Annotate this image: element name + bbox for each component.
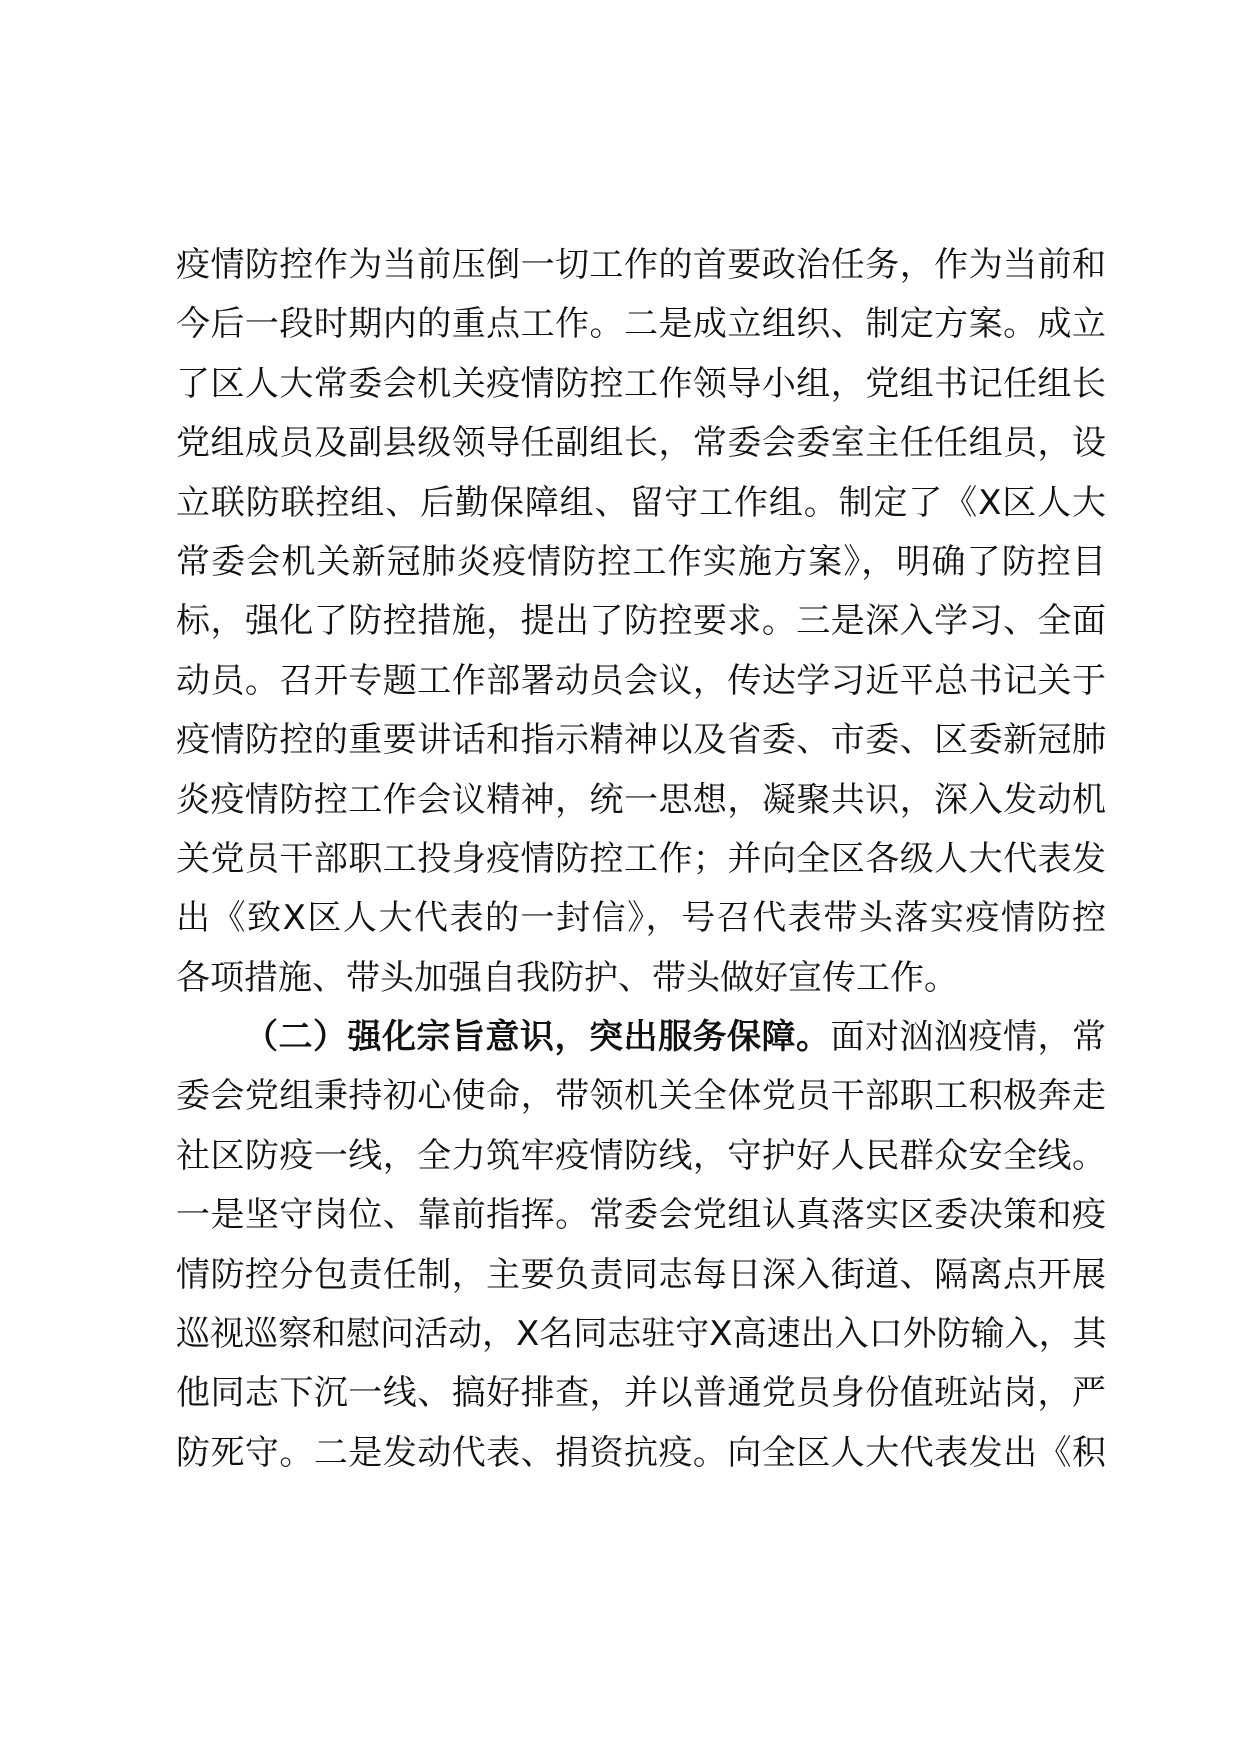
text-line: 巡视巡察和慰问活动，X名同志驻守X高速出入口外防输入，其	[176, 1314, 1107, 1355]
text-line: 常委会机关新冠肺炎疫情防控工作实施方案》，明确了防控目	[176, 541, 1106, 582]
section-heading: （二）强化宗旨意识，突出服务保障。	[244, 1017, 831, 1058]
text-line: 社区防疫一线，全力筑牢疫情防线，守护好人民群众安全线。	[176, 1135, 1106, 1176]
text-line: 委会党组秉持初心使命，带领机关全体党员干部职工积极奔走	[176, 1076, 1106, 1117]
first-line-text: 面对汹汹疫情，常	[830, 1017, 1106, 1058]
text-line: 疫情防控的重要讲话和指示精神以及省委、市委、区委新冠肺	[176, 720, 1106, 761]
text-line: 一是坚守岗位、靠前指挥。常委会党组认真落实区委决策和疫	[176, 1195, 1106, 1236]
paragraph-1	[176, 236, 1106, 1008]
text-line: 疫情防控作为当前压倒一切工作的首要政治任务，作为当前和	[176, 245, 1106, 285]
text-line: 出《致X区人大代表的一封信》，号召代表带头落实疫情防控	[176, 898, 1106, 939]
paragraph-2-first-line	[176, 1008, 1106, 1067]
text-line: 炎疫情防控工作会议精神，统一思想，凝聚共识，深入发动机	[176, 779, 1106, 820]
text-line: 关党员干部职工投身疫情防控工作；并向全区各级人大代表发	[176, 838, 1106, 879]
text-line: 党组成员及副县级领导任副组长，常委会委室主任任组员，设	[176, 423, 1106, 464]
text-line: 标，强化了防控措施，提出了防控要求。三是深入学习、全面	[176, 601, 1106, 642]
text-line: 了区人大常委会机关疫情防控工作领导小组，党组书记任组长	[176, 363, 1106, 404]
text-line: 立联防联控组、后勤保障组、留守工作组。制定了《X区人大	[176, 482, 1106, 523]
text-line: 情防控分包责任制，主要负责同志每日深入街道、隔离点开展	[176, 1254, 1106, 1295]
text-line: 动员。召开专题工作部署动员会议，传达学习近平总书记关于	[176, 660, 1106, 701]
paragraph-2	[176, 1008, 1106, 1483]
text-line: 他同志下沉一线、搞好排查，并以普通党员身份值班站岗，严	[176, 1373, 1106, 1414]
document-body	[176, 236, 1106, 1483]
text-line: 今后一段时期内的重点工作。二是成立组织、制定方案。成立	[176, 304, 1106, 345]
text-line: 各项措施、带头加强自我防护、带头做好宣传工作。	[176, 957, 958, 998]
text-line: 防死守。二是发动代表、捐资抗疫。向全区人大代表发出《积	[176, 1432, 1106, 1473]
